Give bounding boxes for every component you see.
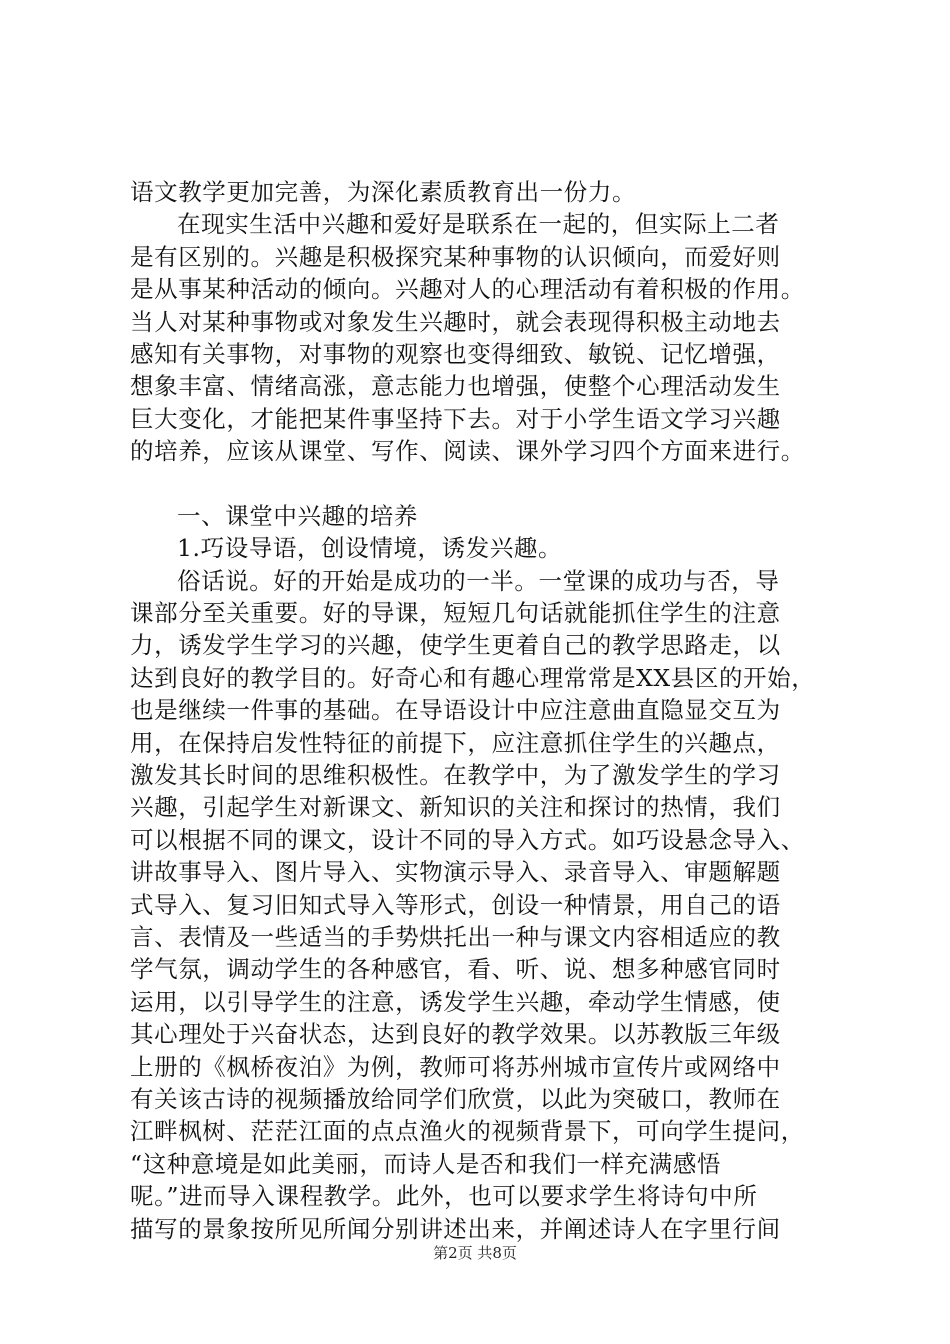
text-line: 可以根据不同的课文，设计不同的导入方式。如巧设悬念导入、: [130, 825, 805, 854]
text-line: 其心理处于兴奋状态，达到良好的教学效果。以苏教版三年级: [130, 1020, 781, 1049]
text-line: 也是继续一件事的基础。在导语设计中应注意曲直隐显交互为: [130, 696, 781, 725]
text-line: 用，在保持启发性特征的前提下，应注意抓住学生的兴趣点，: [130, 728, 781, 757]
text-line: 想象丰富、情绪高涨，意志能力也增强，使整个心理活动发生: [130, 372, 781, 401]
text-line: 呢。”进而导入课程教学。此外，也可以要求学生将诗句中所: [130, 1182, 758, 1211]
text-line: 当人对某种事物或对象发生兴趣时，就会表现得积极主动地去: [130, 307, 781, 336]
paragraph-gap: [130, 468, 842, 500]
text-line: 式导入、复习旧知式导入等形式，创设一种情景，用自己的语: [130, 890, 781, 919]
text-line: 达到良好的教学目的。好奇心和有趣心理常常是XX县区的开始，: [130, 663, 816, 692]
text-line: 课部分至关重要。好的导课，短短几句话就能抓住学生的注意: [130, 599, 781, 628]
text-line: 是有区别的。兴趣是积极探究某种事物的认识倾向，而爱好则: [130, 242, 781, 271]
text-line: 言、表情及一些适当的手势烘托出一种与课文内容相适应的教: [130, 922, 781, 951]
text-line: 江畔枫树、茫茫江面的点点渔火的视频背景下，可向学生提问，: [130, 1117, 805, 1146]
page-number: 第2页 共8页: [433, 1244, 517, 1262]
text-line: 兴趣，引起学生对新课文、新知识的关注和探讨的热情，我们: [130, 793, 781, 822]
text-line: 巨大变化，才能把某件事坚持下去。对于小学生语文学习兴趣: [130, 404, 781, 433]
text-line: 的培养，应该从课堂、写作、阅读、课外学习四个方面来进行。: [130, 437, 805, 466]
text-line: 上册的《枫桥夜泊》为例，教师可将苏州城市宣传片或网络中: [130, 1052, 781, 1081]
text-line: 俗话说。好的开始是成功的一半。一堂课的成功与否，导: [177, 566, 780, 595]
text-line: 是从事某种活动的倾向。兴趣对人的心理活动有着积极的作用。: [130, 275, 805, 304]
text-line: 讲故事导入、图片导入、实物演示导入、录音导入、审题解题: [130, 858, 781, 887]
subsection-heading: 1.巧设导语，创设情境，诱发兴趣。: [177, 534, 563, 563]
text-line: 描写的景象按所见所闻分别讲述出来，并阐述诗人在字里行间: [130, 1214, 781, 1243]
page-footer: [0, 1243, 950, 1263]
text-line: 力，诱发学生学习的兴趣，使学生更着自己的教学思路走，以: [130, 631, 781, 660]
text-line: 运用，以引导学生的注意，诱发学生兴趣，牵动学生情感，使: [130, 987, 781, 1016]
text-line: “这种意境是如此美丽，而诗人是否和我们一样充满感悟: [130, 1149, 722, 1178]
text-line: 有关该古诗的视频播放给同学们欣赏，以此为突破口，教师在: [130, 1084, 781, 1113]
text-line: 在现实生活中兴趣和爱好是联系在一起的，但实际上二者: [177, 210, 780, 239]
text-line: 语文教学更加完善，为深化素质教育出一份力。: [130, 178, 637, 206]
text-line: 感知有关事物，对事物的观察也变得细致、敏锐、记忆增强，: [130, 339, 781, 368]
text-line: 激发其长时间的思维积极性。在教学中，为了激发学生的学习: [130, 761, 781, 790]
text-line: 学气氛，调动学生的各种感官，看、听、说、想多种感官同时: [130, 955, 781, 984]
section-heading: 一、课堂中兴趣的培养: [177, 501, 418, 530]
document-body: [130, 176, 842, 1245]
